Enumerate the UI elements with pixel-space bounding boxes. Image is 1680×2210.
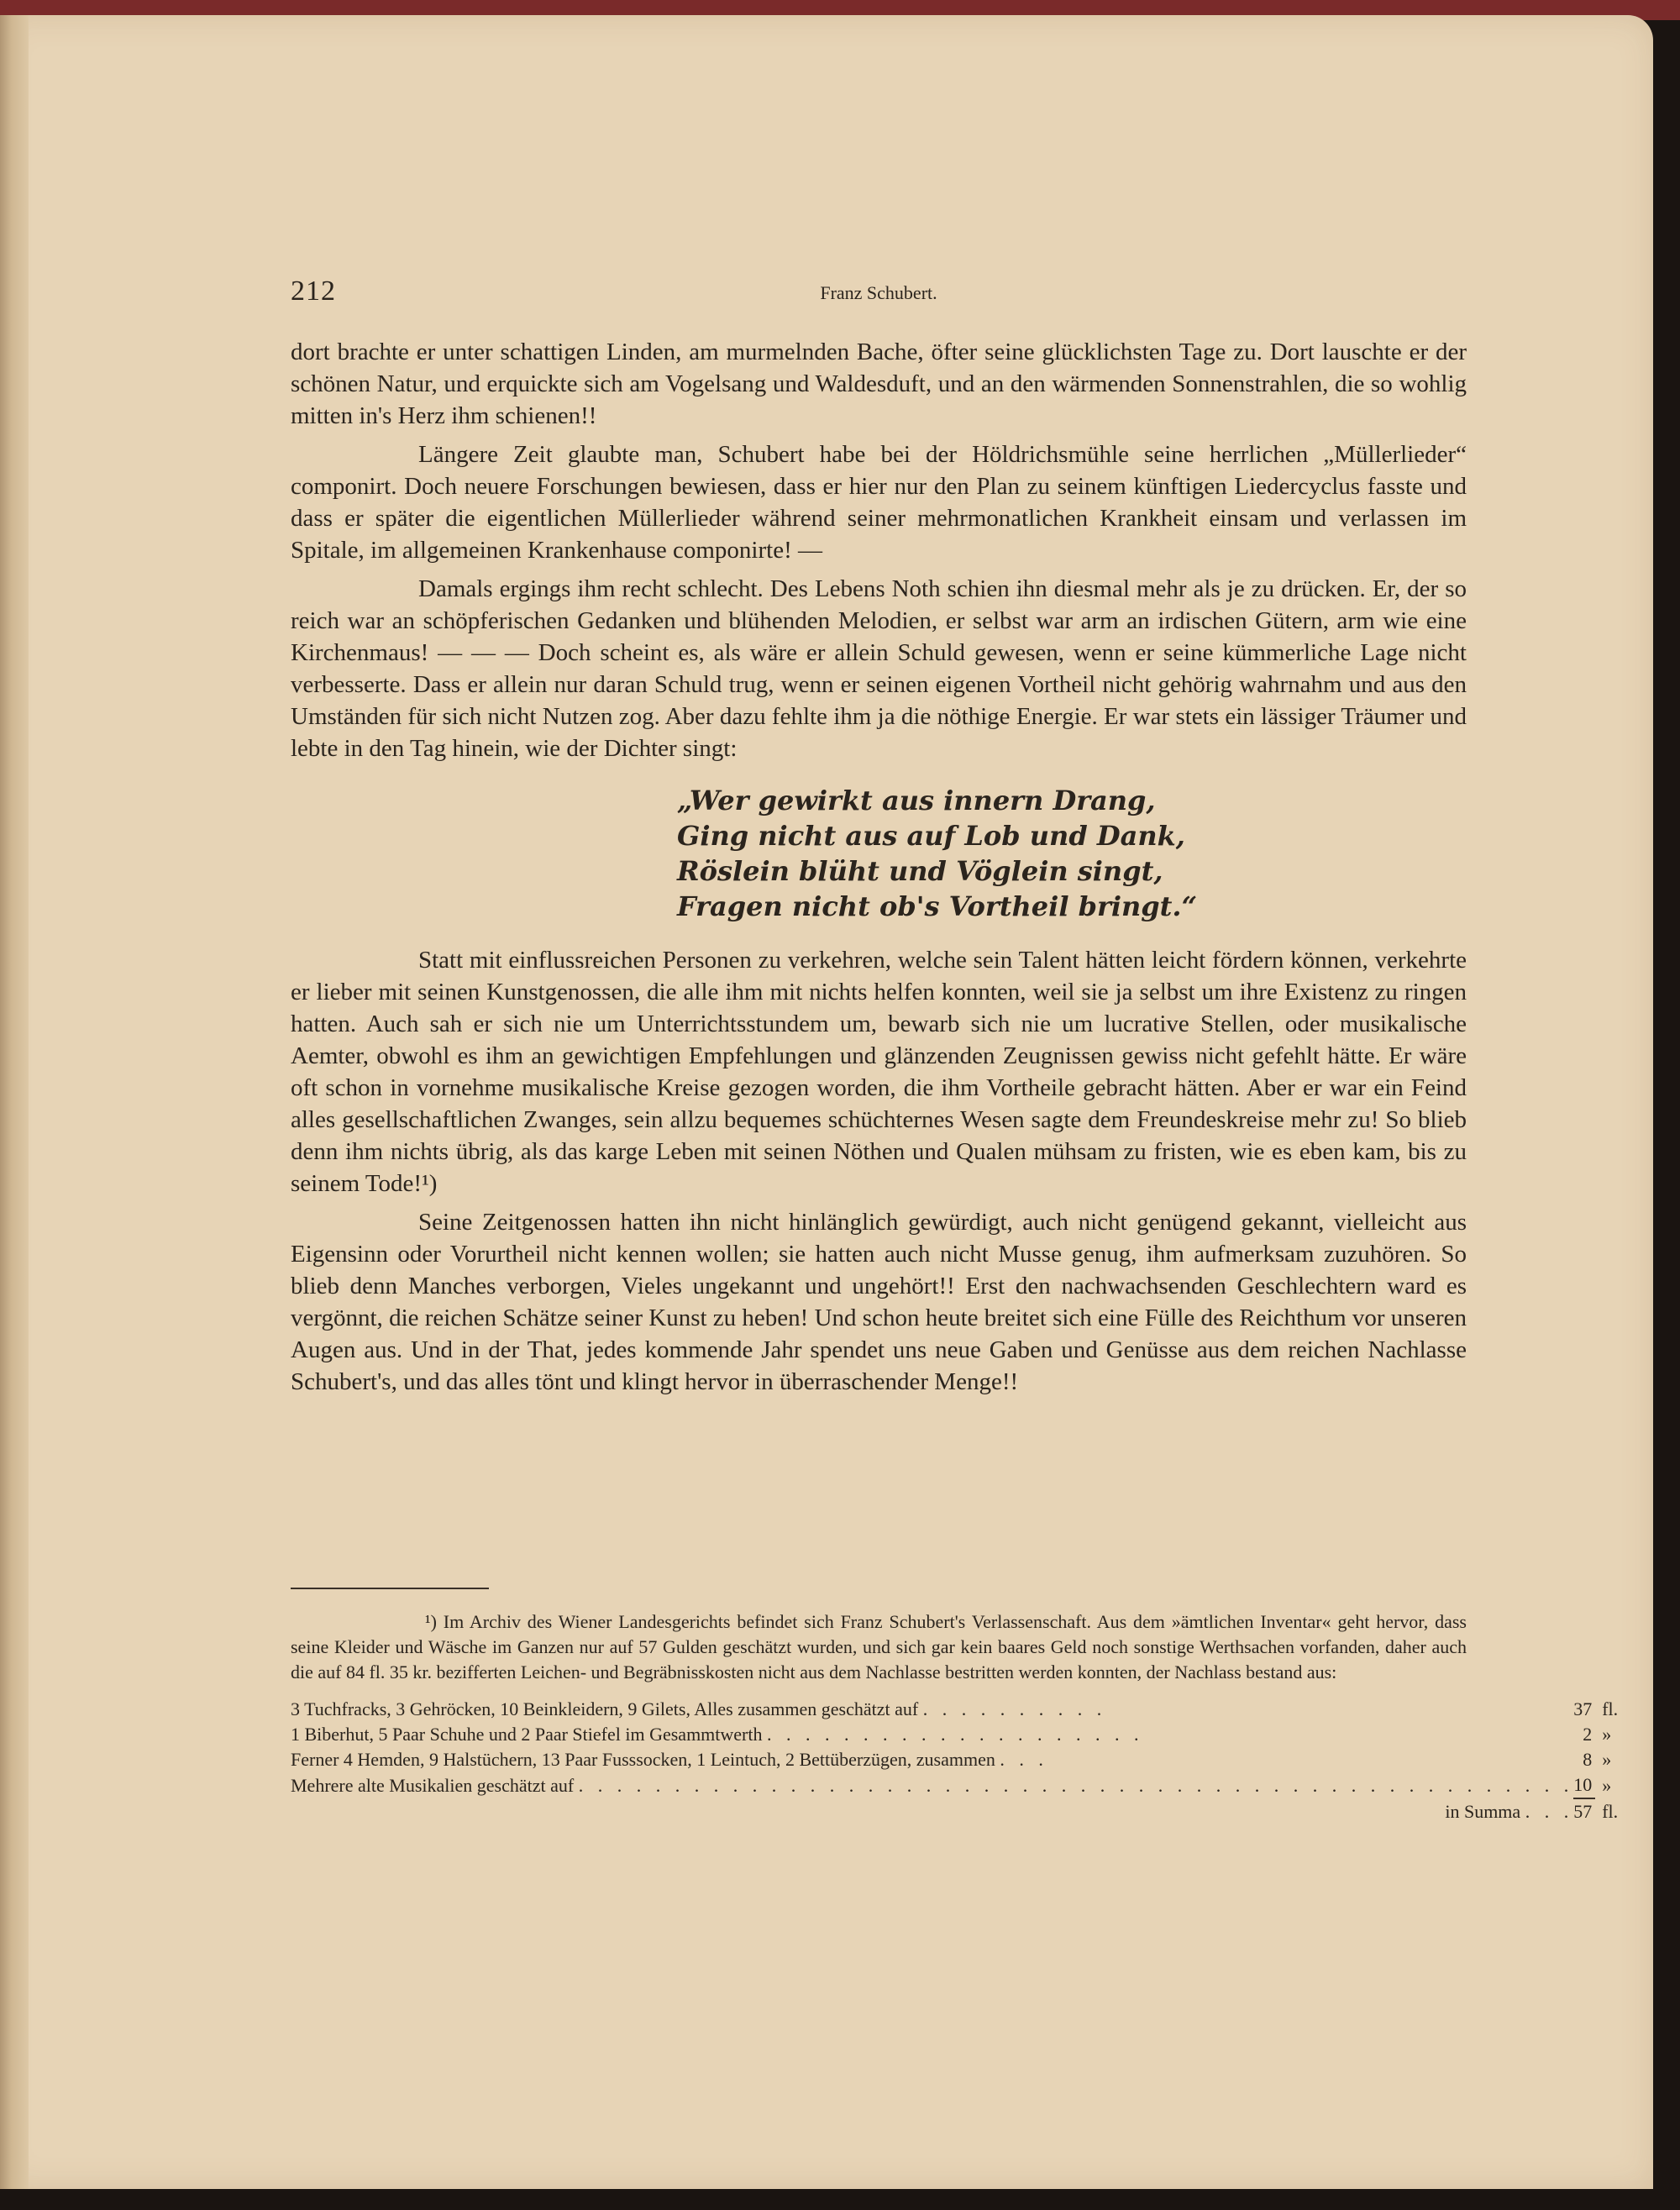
inventory-unit: fl. bbox=[1602, 1698, 1619, 1719]
inventory-item: 1 Biberhut, 5 Paar Schuhe und 2 Paar Stiefel im Gesammtwerth bbox=[291, 1724, 763, 1745]
footnote-text: ¹) Im Archiv des Wiener Landesgerichts befindet sich Franz Schubert's Verlassenschaft. Aus dem »ämtlichen Inventar« geht hervor, dass seine Kleider und Wäsche im Ganzen nur auf 57 Gulden geschätzt wurden, und sich gar kein baares Geld noch sonstige Werthsachen vorfanden, daher auch die auf 84 fl. 35 kr. bezifferten Leichen- und Begräbnisskosten nicht aus dem Nachlasse bestritten werden konnten, der Nachlass bestand aus: bbox=[291, 1611, 1467, 1682]
page-number: 212 bbox=[291, 276, 336, 307]
page-header bbox=[291, 264, 1467, 307]
total-unit: fl. bbox=[1602, 1800, 1619, 1822]
inventory-row: 3 Tuchfracks, 3 Gehröcken, 10 Beinkleidern, 9 Gilets, Alles zusammen geschätzt auf . . . . . . . . . . 37 fl. bbox=[291, 1697, 1618, 1722]
verse-line: Fragen nicht ob's Vortheil bringt.“ bbox=[677, 890, 1197, 922]
inventory-row: Ferner 4 Hemden, 9 Halstüchern, 13 Paar Fusssocken, 1 Leintuch, 2 Bettüberzügen, zusammen . . . 8 » bbox=[291, 1747, 1618, 1772]
inventory-value: 10 bbox=[1573, 1774, 1593, 1795]
paragraph: Längere Zeit glaubte man, Schubert habe bei der Höldrichsmühle seine herrlichen „Müllerlieder“ componirt. Doch neuere Forschungen bewiesen, dass er hier nur den Plan zu seinem künftigen Liedercyclus fasste und dass er später die eigentlichen Müllerlieder während seiner mehrmonatlichen Krankheit einsam und verlassen im Spitale, im allgemeinen Krankenhause componirte! — bbox=[291, 441, 1467, 564]
footnote-divider bbox=[291, 1588, 489, 1589]
inventory-value: 8 bbox=[1583, 1749, 1593, 1770]
verse-line: Röslein blüht und Vöglein singt, bbox=[677, 855, 1163, 887]
inventory-unit: » bbox=[1602, 1774, 1612, 1796]
paragraph: Seine Zeitgenossen hatten ihn nicht hinlänglich gewürdigt, auch nicht genügend gekannt, vielleicht aus Eigensinn oder Vorurtheil nicht kennen wollen; sie hatten auch nicht Musse genug, ihm aufmerksam zuzuhören. So blieb denn Manches verborgen, Vieles ungekannt und ungehört!! Erst den nachwachsenden Geschlechtern ward es vergönnt, die reichen Schätze seiner Kunst zu heben! Und schon heute breitet sich eine Fülle des Reichthum vor unseren Augen aus. Und in der That, jedes kommende Jahr spendet uns neue Gaben und Genüsse aus dem reichen Nachlasse Schubert's, und das alles tönt und klingt hervor in überraschender Menge!! bbox=[291, 1209, 1467, 1395]
inventory-unit: » bbox=[1602, 1724, 1612, 1745]
inventory-total-row: in Summa . . . 57 fl. bbox=[291, 1798, 1618, 1824]
verse-quote bbox=[677, 783, 1467, 924]
paragraph: Damals ergings ihm recht schlecht. Des Lebens Noth schien ihn diesmal mehr als je zu drücken. Er, der so reich war an schöpferischen Gedanken und blühenden Melodien, er selbst war arm an irdischen Gütern, arm wie eine Kirchenmaus! — — — Doch scheint es, als wäre er allein Schuld gewesen, wenn er seine kümmerliche Lage nicht verbesserte. Dass er allein nur daran Schuld trug, wenn er seinen eigenen Vortheil nicht gehörig wahrnahm und aus den Umständen für sich nicht Nutzen zog. Aber dazu fehlte ihm ja die nöthige Energie. Er war stets ein lässiger Träumer und lebte in den Tag hinein, wie der Dichter singt: bbox=[291, 575, 1467, 762]
inventory-unit: » bbox=[1602, 1749, 1612, 1770]
inventory-item: Mehrere alte Musikalien geschätzt auf bbox=[291, 1774, 575, 1796]
verse-line: Ging nicht aus auf Lob und Dank, bbox=[677, 820, 1185, 852]
inventory-item: 3 Tuchfracks, 3 Gehröcken, 10 Beinkleidern, 9 Gilets, Alles zusammen geschätzt auf bbox=[291, 1698, 919, 1719]
inventory-row: Mehrere alte Musikalien geschätzt auf . . . . . . . . . . . . . . . . . . . . . . . . . . . . . . . . . . . . . . . . . . . . . . . . . . . . 10 » bbox=[291, 1772, 1618, 1798]
verse-line: „Wer gewirkt aus innern Drang, bbox=[677, 785, 1156, 816]
book-page bbox=[0, 15, 1653, 2189]
inventory-row: 1 Biberhut, 5 Paar Schuhe und 2 Paar Stiefel im Gesammtwerth . . . . . . . . . . . . . . . . . . . . 2 » bbox=[291, 1722, 1618, 1747]
running-head: Franz Schubert. bbox=[820, 282, 937, 303]
body-text bbox=[291, 336, 1467, 1398]
inventory-value: 37 bbox=[1573, 1698, 1593, 1719]
total-label: in Summa bbox=[1445, 1800, 1521, 1822]
page-gutter bbox=[0, 15, 29, 2189]
footnote bbox=[291, 1609, 1619, 1824]
inventory-table bbox=[291, 1697, 1618, 1824]
paragraph: Statt mit einflussreichen Personen zu verkehren, welche sein Talent hätten leicht fördern können, verkehrte er lieber mit seinen Kunstgenossen, die alle ihm mit nichts helfen konnten, weil sie ja selbst um ihre Existenz zu ringen hatten. Auch sah er sich nie um Unterrichtsstundem um, bewarb sich nie um lucrative Stellen, oder musikalische Aemter, obwohl es ihm an gewichtigen Empfehlungen und glänzenden Zeugnissen gewiss nicht gefehlt hätte. Er wäre oft schon in vornehme musikalische Kreise gezogen worden, die ihm Vortheile gebracht hätten. Aber er war ein Feind alles gesellschaftlichen Zwanges, sein allzu bequemes schüchternes Wesen sagte dem Freundeskreise mehr zu! So blieb denn ihm nichts übrig, als das karge Leben mit seinen Nöthen und Qualen mühsam zu fristen, wie es eben kam, bis zu seinem Tode!¹) bbox=[291, 947, 1467, 1197]
total-value: 57 bbox=[1573, 1798, 1595, 1824]
inventory-value: 2 bbox=[1583, 1724, 1593, 1745]
paragraph: dort brachte er unter schattigen Linden, am murmelnden Bache, öfter seine glücklichsten Tage zu. Dort lauschte er der schönen Natur, und erquickte sich am Vogelsang und Waldesduft, und an den wärmenden Sonnenstrahlen, die so wohlig mitten in's Herz ihm schienen!! bbox=[291, 339, 1467, 429]
inventory-item: Ferner 4 Hemden, 9 Halstüchern, 13 Paar Fusssocken, 1 Leintuch, 2 Bettüberzügen, zusammen bbox=[291, 1749, 995, 1770]
